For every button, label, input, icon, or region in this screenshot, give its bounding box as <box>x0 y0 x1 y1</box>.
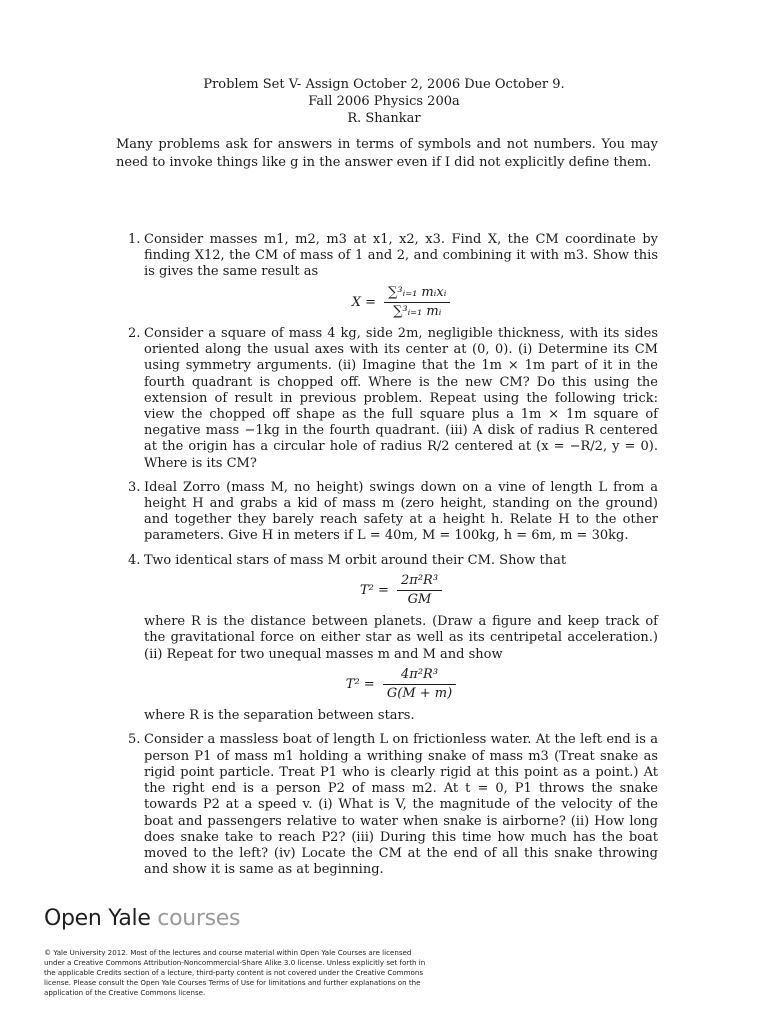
problem-number: 2. <box>128 326 141 342</box>
problem-number: 5. <box>128 732 141 748</box>
problem-list <box>116 232 658 878</box>
denominator: G(M + m) <box>386 686 453 702</box>
problem-text: Consider a square of mass 4 kg, side 2m, negligible thickness, with its sides oriented along the usual axes with its center at (0, 0). (i) Determine its CM using symmetry arguments. (ii) Imagine that the 1m × 1m part of it in the fourth quadrant is chopped off. Where is the new CM? Do this using the extension of result in previous problem. Repeat using the following trick: view the chopped off shape as the full square plus a 1m × 1m square of negative mass −1kg in the fourth quadrant. (iii) A disk of radius R centered at the origin has a circular hole of radius R/2 centered at (x = −R/2, y = 0). Where is its CM? <box>144 326 658 471</box>
problem-text: where R is the distance between planets. (Draw a figure and keep track of the gravitational force on either star as well as its centripetal acceleration.) (ii) Repeat for two unequal masses m and M and show <box>144 614 658 662</box>
logo-main-text: Open Yale <box>44 906 151 931</box>
header-author: R. Shankar <box>347 111 421 126</box>
intro-paragraph: Many problems ask for answers in terms of symbols and not numbers. You may need to invoke things like g in the answer even if I did not explicitly define them. <box>116 137 658 170</box>
fraction <box>397 573 442 608</box>
header-course: Fall 2006 Physics 200a <box>308 94 460 109</box>
denominator: ∑³ᵢ₌₁ mᵢ <box>393 303 442 319</box>
equation-period-equal: T² = $\frac{\text{2π²R³}}{GM}$ <box>144 573 658 608</box>
numerator: ∑³ᵢ₌₁ mᵢxᵢ <box>384 285 450 303</box>
document-header <box>0 76 768 127</box>
problem-4 <box>116 553 658 725</box>
problem-text: Consider a massless boat of length L on frictionless water. At the left end is a person P1 of mass m1 holding a writhing snake of mass m3 (Treat snake as rigid point particle. Treat P1 who is clearly rigid at this point as a point.) At the right end is a person P2 of mass m2. At t = 0, P1 throws the snake towards P2 at a speed v. (i) What is V, the magnitude of the velocity of the boat and passengers relative to water when snake is airborne? (ii) How long does snake take to reach P2? (iii) During this time how much has the boat moved to the left? (iv) Locate the CM at the end of all this snake throwing and show it is same as at beginning. <box>144 732 658 878</box>
problem-2 <box>116 326 658 472</box>
numerator: 2π²R³ <box>397 573 442 591</box>
problem-1 <box>116 232 658 320</box>
equation-period-unequal: T² = $\frac{\text{4π²R³}}{G(M + m)}$ <box>144 667 658 702</box>
denominator: GM <box>407 592 432 608</box>
equation-cm: X = $\frac{\text{∑³ᵢ₌₁ mᵢxᵢ}}{\text{∑³ᵢ₌₁ mᵢ}}$ <box>144 285 658 320</box>
open-yale-courses-logo <box>44 906 240 931</box>
problem-number: 4. <box>128 552 141 568</box>
problem-number: 1. <box>128 232 141 247</box>
fraction <box>383 667 456 702</box>
logo-sub-text: courses <box>157 906 241 931</box>
header-title: Problem Set V- Assign October 2, 2006 Due October 9. <box>203 77 565 92</box>
problem-text: Ideal Zorro (mass M, no height) swings down on a vine of length L from a height H and grabs a kid of mass m (zero height, standing on the ground) and together they barely reach safety at a height h. Relate H to the other parameters. Give H in meters if L = 40m, M = 100kg, h = 6m, m = 30kg. <box>144 479 658 544</box>
problem-3 <box>116 480 658 545</box>
problem-text: where R is the separation between stars. <box>144 708 415 724</box>
license-notice: © Yale University 2012. Most of the lectures and course material within Open Yale Courses are licensed under a Creative Commons Attribution-Noncommercial-Share Alike 3.0 license. Unless explicitly set forth in the applicable Credits section of a lecture, third-party content is not covered under the Creative Commons license. Please consult the Open Yale Courses Terms of Use for limitations and further explanations on the application of the Creative Commons license. <box>44 948 426 997</box>
problem-text: Consider masses m1, m2, m3 at x1, x2, x3. Find X, the CM coordinate by finding X12, the CM of mass of 1 and 2, and combining it with m3. Show this is gives the same result as <box>144 232 658 280</box>
numerator: 4π²R³ <box>383 667 456 685</box>
fraction <box>384 285 450 320</box>
problem-text: Two identical stars of mass M orbit around their CM. Show that <box>144 552 567 568</box>
problem-number: 3. <box>128 479 141 495</box>
problem-5 <box>116 732 658 878</box>
